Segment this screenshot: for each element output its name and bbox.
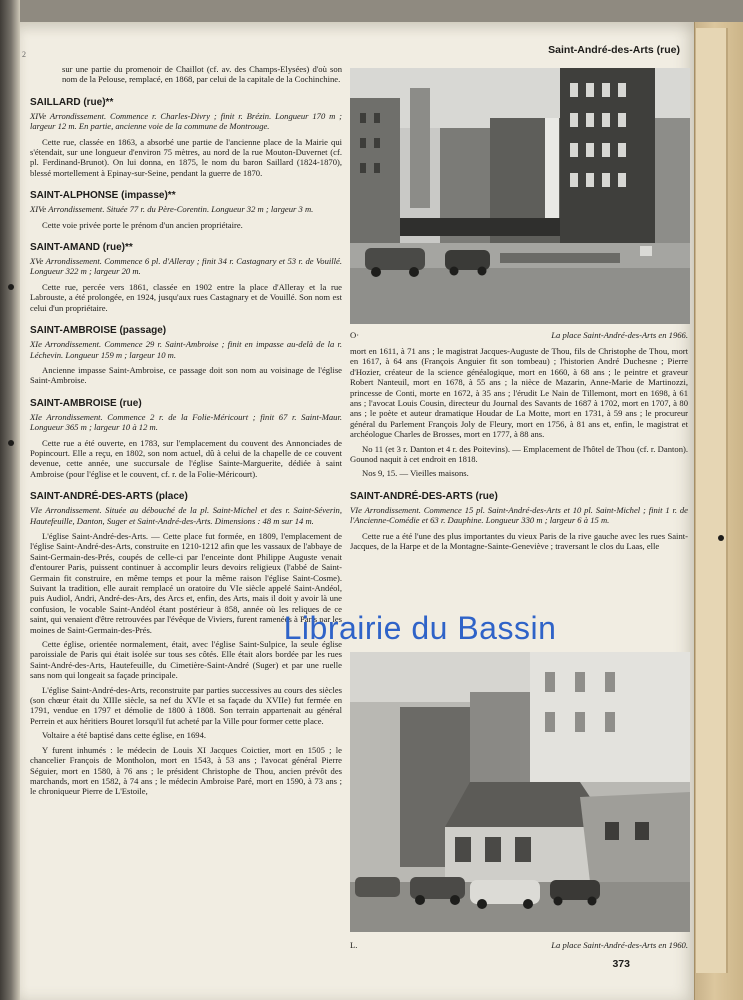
entry-title: SAINT-ANDRÉ-DES-ARTS (place) bbox=[30, 491, 188, 503]
margin-mark: 2 bbox=[22, 50, 26, 59]
entry-title: SAINT-AMBROISE (rue) bbox=[30, 397, 142, 409]
entry-meta: VIe Arrondissement. Commence 15 pl. Saint-André-des-Arts et 10 pl. Saint-Michel ; finit 1 r. de l'Ancienne-Comédie et 63 r. Dauphine. Longueur 330 m ; largeur 6 à 15 m. bbox=[350, 504, 688, 526]
book-gutter bbox=[0, 0, 20, 1000]
running-head: Saint-André-des-Arts (rue) bbox=[548, 44, 680, 56]
entry-meta: VIe Arrondissement. Située au débouché de la pl. Saint-Michel et des r. Saint-Séverin, Hautefeuille, Danton, Suger et Saint-André-des-Arts. Dimensions : 48 m sur 14 m. bbox=[30, 505, 342, 526]
entry-body: L'église Saint-André-des-Arts, reconstruite par parties successives au cours des siècles (son chœur était du XIIIe siècle, sa nef du XVIe et sa façade du XVIIe) fut fermée en 1791, vendue en 1797 et démolie de 1800 à 1808. Son terrain appartenait au général Perrein et aux héritiers Bouret lorsqu'il fut acheté par la Ville pour former cette place. bbox=[30, 684, 342, 726]
entry-meta: XVe Arrondissement. Commence 6 pl. d'Alleray ; finit 34 r. Castagnary et 53 r. de Vouillé. Longueur 322 m ; largeur 20 m. bbox=[30, 256, 342, 277]
entry-body: Y furent inhumés : le médecin de Louis XI Jacques Coictier, mort en 1505 ; le chancelier François de Montholon, mort en 1543, à 53 ans ; l'avocat général Pierre Séguier, mort en 1580, à 76 ans ; le président Christophe de Thou, ancien prévôt des marchands, mort en 1582, à 74 ans ; le médecin Ambroise Paré, mort en 1590, à 73 ans ; le chroniqueur Pierre de L'Estoile, bbox=[30, 744, 342, 797]
entry-body: Ancienne impasse Saint-Ambroise, ce passage doit son nom au voisinage de l'église Saint-Ambroise. bbox=[30, 364, 342, 386]
entry-body: Voltaire a été baptisé dans cette église, en 1694. bbox=[42, 730, 207, 741]
photo-place-1966 bbox=[350, 68, 690, 324]
margin-bullet-icon bbox=[718, 535, 724, 541]
entry-title: SAINT-AMBROISE (passage) bbox=[30, 325, 167, 337]
entry-body: Cette rue a été ouverte, en 1783, sur l'emplacement du couvent des Annonciades de Popincourt. Elle a reçu, en 1802, son nom actuel, dû à celui de la chapelle de ce couvent devenue, cette année, une succursale de l'église Sainte-Marguerite, dédiée à saint Ambroise (pour l'église et le couvent, cf. r. de la Folie-Méricourt). bbox=[30, 438, 342, 480]
photo-place-1960 bbox=[350, 652, 690, 932]
entry-saillard bbox=[30, 97, 342, 178]
house-number-11: No 11 (et 3 r. Danton et 4 r. des Poitevins). — Emplacement de l'hôtel de Thou (cf. r. Danton). Gounod naquit à cet endroit en 1818. bbox=[350, 443, 688, 465]
bookseller-watermark: Librairie du Bassin bbox=[283, 610, 557, 646]
page-number: 373 bbox=[612, 958, 630, 970]
entry-title: SAINT-AMAND (rue)** bbox=[30, 242, 133, 254]
entry-saint-andre-rue bbox=[350, 491, 688, 552]
entry-saint-ambroise-passage bbox=[30, 325, 342, 386]
caption-text: La place Saint-André-des-Arts en 1966. bbox=[551, 330, 688, 340]
entry-body: Cette rue, percée vers 1861, classée en 1902 entre la place d'Alleray et la rue Labrouste, a été prolongée, en 1924, jusqu'aux rues Castagnary et de Vouillé. Son nom est celui d'un propriétaire. bbox=[30, 282, 342, 313]
entry-title: SAINT-ALPHONSE (impasse)** bbox=[30, 190, 176, 202]
entry-saint-ambroise-rue bbox=[30, 398, 342, 479]
photo-credit-mark: L. bbox=[350, 940, 358, 950]
continued-text: mort en 1611, à 71 ans ; le magistrat Jacques-Auguste de Thou, fils de Christophe de Thou, mort en 1617, à 64 ans (François Anguier fit son tombeau) ; l'historien André Duchesne ; Pierre d'Hozier, créateur de la science généalogique, mort en 1660, à 68 ans ; le peintre et graveur Robert Nanteuil, mort en 1678, à 55 ans ; la nièce de Mazarin, Anne-Marie de Martinozzi, princesse de Conti, morte en 1672, à 35 ans ; l'érudit Le Nain de Tillemont, mort en 1698, à 61 ans ; l'avocat Louis Cousin, directeur du Journal des Savants de 1687 à 1702, mort en 1707, à 80 ans ; le poète et auteur dramatique Houdar de La Motte, mort en 1731, à 59 ans ; le procureur général du Parlement François Joly de Fleury, mort en 1756, à 81 ans et, enfin, le magistrat et archéologue Charles de Brosses, mort en 1777, à 88 ans. bbox=[350, 346, 688, 440]
entry-meta: XIe Arrondissement. Commence 29 r. Saint-Ambroise ; finit en impasse au-delà de la r. Léchevin. Longueur 159 m ; largeur 10 m. bbox=[30, 339, 342, 360]
entry-title: SAINT-ANDRÉ-DES-ARTS (rue) bbox=[350, 490, 498, 502]
intro-text: sur une partie du promenoir de Chaillot (cf. av. des Champs-Elysées) d'où son nom de la Pelouse, remplacé, en 1868, par celui de la capitale de la Cochinchine. bbox=[62, 64, 342, 85]
entry-saint-amand bbox=[30, 242, 342, 313]
photo-credit-mark: O· bbox=[350, 330, 360, 340]
entry-body: Cette rue, classée en 1863, a absorbé une partie de l'ancienne place de la Mairie qui s'étendait, sur une longueur d'environ 75 mètres, au nord de la rue Mouton-Duvernet (cf. pl. Ferdinand-Brunot). On lui donna, en 1875, le nom du baron Saillard (1824-1870), blessé mortellement à Epinay-sur-Seine, pendant la guerre de 1870. bbox=[30, 136, 342, 178]
caption-text: La place Saint-André-des-Arts en 1960. bbox=[551, 940, 688, 950]
entry-body: Cette église, orientée normalement, était, avec l'église Saint-Sulpice, la seule église paroissiale de Paris qui était isolée sur tous ses côtés. Elle était alors bordée par les rues Saint-André-des-Arts, Hautefeuille, du Cimetière-Saint-André (Suger) et par une ruelle sans nom qui longeait sa façade principale. bbox=[30, 639, 342, 681]
entry-title: SAILLARD (rue)** bbox=[30, 96, 114, 108]
entry-meta: XIVe Arrondissement. Commence r. Charles-Divry ; finit r. Brézin. Longueur 170 m ; largeur 12 m. En partie, ancienne voie de la commune de Montrouge. bbox=[30, 110, 342, 132]
book-cover-inner bbox=[696, 28, 728, 973]
entry-meta: XIe Arrondissement. Commence 2 r. de la Folie-Méricourt ; finit 67 r. Saint-Maur. Longueur 365 m ; largeur 10 à 12 m. bbox=[30, 411, 342, 433]
house-number-9-15: Nos 9, 15. — Vieilles maisons. bbox=[362, 468, 469, 479]
entry-body: Cette voie privée porte le prénom d'un ancien propriétaire. bbox=[42, 219, 243, 230]
margin-bullet-icon bbox=[8, 440, 14, 446]
entry-meta: XIVe Arrondissement. Située 77 r. du Père-Corentin. Longueur 32 m ; largeur 3 m. bbox=[30, 204, 314, 215]
left-column bbox=[30, 64, 342, 801]
entry-saint-alphonse bbox=[30, 190, 342, 230]
entry-body: Cette rue a été l'une des plus importantes du vieux Paris de la rive gauche avec les rues Saint-Jacques, de la Harpe et de la Montagne-Sainte-Geneviève ; traversant le clos du Laas, elle bbox=[350, 531, 688, 552]
entry-body: L'église Saint-André-des-Arts. — Cette place fut formée, en 1809, l'emplacement de l'église Saint-André-des-Arts, construite en 1210-1212 afin que les vassaux de l'abbaye de Saint-Germain-des-Prés, coupés de celle-ci par l'enceinte dont Philippe Auguste venait d'entourer Paris, puissent continuer à accomplir leurs devoirs religieux (l'abbé de Saint-Germain fit construire, en même temps et pour la même raison l'église Saint-Cosme). Suivant la tradition, elle aurait remplacé un oratoire du VIe siècle appelé Saint-Andéol, puis Audiol, Andri, André-des-Ars, des Arcs et, enfin, des Arts, mais il doit y avoir là une confusion, le vocable Saint-Andéol étant postérieur à 858, année où les reliques de ce saint, qui venaient d'être retrouvées par l'évêque de Viviers, furent ramenées à Paris par les moines de Saint-Germain-des-Prés. bbox=[30, 530, 342, 635]
margin-bullet-icon bbox=[8, 284, 14, 290]
right-column bbox=[350, 346, 688, 556]
